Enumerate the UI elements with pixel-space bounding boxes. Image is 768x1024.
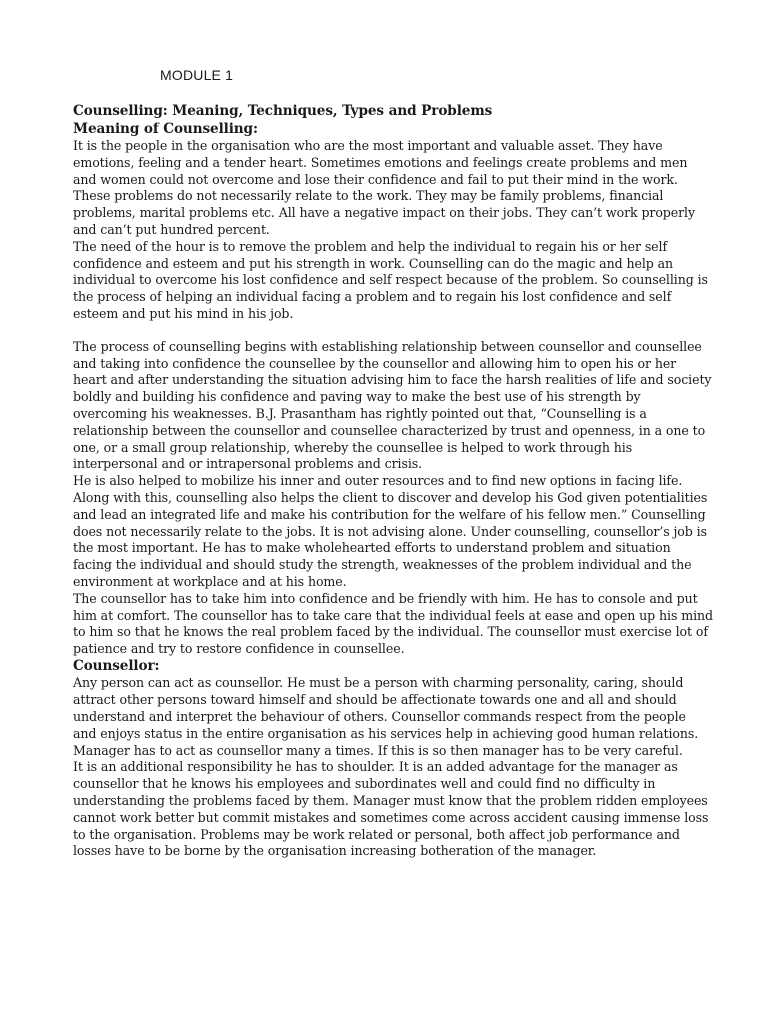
- module-label: MODULE 1: [160, 67, 234, 83]
- paragraph: It is an additional responsibility he has to shoulder. It is an added advantage for the manager as counsellor that he knows his employees and subordinates well and could find no difficulty in understanding the problems faced by them. Manager must know that the problem ridden employees cannot work better but commit mistakes and sometimes come across accident causing immense loss to the organisation. Problems may be work related or personal, both affect job performance and losses have to be borne by the organisation increasing botheration of the manager.: [73, 759, 709, 859]
- paragraph: He is also helped to mobilize his inner and outer resources and to find new options in facing life. Along with this, counselling also helps the client to discover and develop his God given potentialities and lead an integrated life and make his contribution for the welfare of his fellow men.” Counselling does not necessarily relate to the jobs. It is not advising alone. Under counselling, counsellor’s job is the most important. He has to make wholehearted efforts to understand problem and situation facing the individual and should study the strength, weaknesses of the problem individual and the environment at workplace and at his home.: [73, 473, 708, 589]
- document-body: [73, 103, 713, 860]
- section-heading-counsellor: Counsellor:: [73, 657, 160, 674]
- paragraph: Any person can act as counsellor. He must be a person with charming personality, caring, should attract other persons toward himself and should be affectionate towards one and all and should understand and interpret the behaviour of others. Counsellor commands respect from the people and enjoys status in the entire organisation as his services help in achieving good human relations. Manager has to act as counsellor many a times. If this is so then manager has to be very careful.: [73, 675, 699, 758]
- main-heading: Counselling: Meaning, Techniques, Types and Problems: [73, 103, 493, 119]
- paragraph: The process of counselling begins with establishing relationship between counsellor and counsellee and taking into confidence the counsellee by the counsellor and allowing him to open his or her heart and after understanding the situation advising him to face the harsh realities of life and society boldly and building his confidence and paving way to make the best use of his strength by overcoming his weaknesses. B.J. Prasantham has rightly pointed out that, “Counselling is a relationship between the counsellor and counsellee characterized by trust and openness, in a one to one, or a small group relationship, whereby the counsellee is helped to work through his interpersonal and or intrapersonal problems and crisis.: [73, 338, 712, 472]
- paragraph: It is the people in the organisation who are the most important and valuable asset. They have emotions, feeling and a tender heart. Sometimes emotions and feelings create problems and men and women could not overcome and lose their confidence and fail to put their mind in the work. These problems do not necessarily relate to the work. They may be family problems, financial problems, marital problems etc. All have a negative impact on their jobs. They can’t work properly and can’t put hundred percent.: [73, 138, 695, 237]
- paragraph: The counsellor has to take him into confidence and be friendly with him. He has to console and put him at comfort. The counsellor has to take care that the individual feels at ease and open up his mind to him so that he knows the real problem faced by the individual. The counsellor must exercise lot of patience and try to restore confidence in counsellee.: [73, 590, 713, 657]
- paragraph: The need of the hour is to remove the problem and help the individual to regain his or her self confidence and esteem and put his strength in work. Counselling can do the magic and help an individual to overcome his lost confidence and self respect because of the problem. So counselling is the process of helping an individual facing a problem and to regain his lost confidence and self esteem and put his mind in his job.: [73, 238, 708, 321]
- section-heading-meaning: Meaning of Counselling:: [73, 120, 258, 137]
